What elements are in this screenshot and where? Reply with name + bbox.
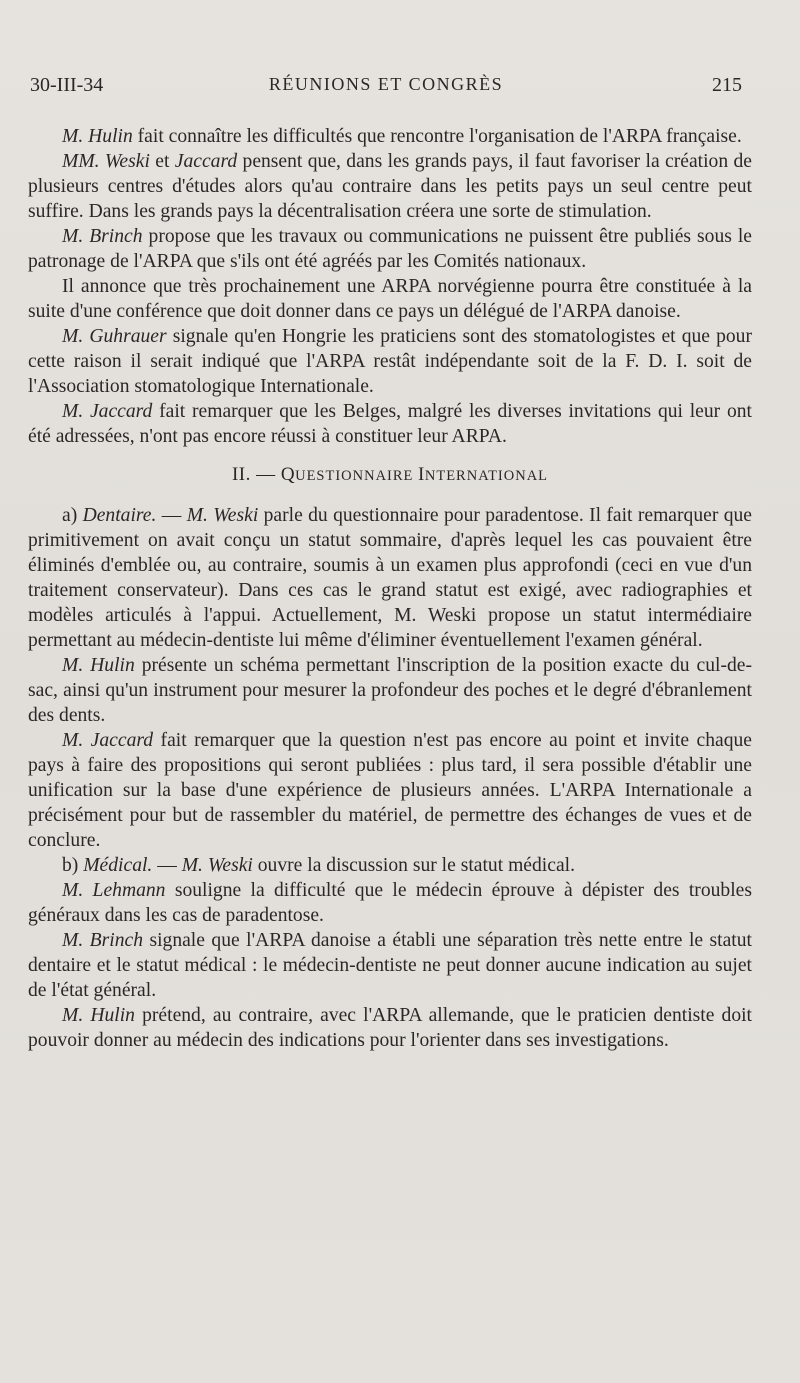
subsection-letter: b) (62, 855, 84, 876)
header-title: RÉUNIONS ET CONGRÈS (268, 74, 504, 94)
paragraph-text: fait remarquer que les Belges, malgré les diverses invitations qui leur ont été adressées, n'ont pas encore réussi à constituer leur ARPA. (28, 401, 752, 447)
paragraph (28, 274, 752, 324)
section-heading-text: UESTIONNAIRE (295, 468, 419, 484)
speaker-name: M. Brinch (62, 930, 143, 951)
subsection-title: Dentaire. (82, 505, 157, 526)
speaker-name: M. Weski (181, 855, 253, 876)
speaker-name: M. Brinch (62, 226, 143, 247)
paragraph (28, 399, 752, 449)
speaker-name: MM. Weski (62, 151, 150, 172)
speaker-name: M. Lehmann (62, 880, 166, 901)
paragraph-text: pensent que, dans les grands pays, il faut favoriser la création de plusieurs centres d'études alors qu'au contraire dans les petits pays un seul centre peut suffire. Dans les grands pays la décentralisation créera une sorte de stimulation. (28, 151, 752, 222)
paragraph (28, 503, 752, 653)
section-heading-initial: Q (280, 464, 296, 485)
speaker-name: M. Hulin (62, 655, 135, 676)
paragraph (28, 853, 752, 878)
speaker-name: Jaccard (174, 151, 238, 172)
speaker-name: M. Hulin (62, 126, 133, 147)
paragraph-text: Il annonce que très prochainement une ARPA norvégienne pourra être constituée à la suite d'une conférence que doit donner dans ce pays un délégué de l'ARPA danoise. (28, 276, 752, 322)
dash: — (152, 855, 182, 876)
paragraph-text: souligne la difficulté que le médecin éprouve à dépister des troubles généraux dans les cas de paradentose. (28, 880, 752, 926)
paragraph-text: parle du questionnaire pour paradentose. Il fait remarquer que primitivement on avait conçu un statut sommaire, d'après lequel les cas pouvaient être éliminés d'emblée ou, au contraire, soumis à un examen plus approfondi (ceci en vue d'un traitement conservateur). Dans ces cas le grand statut est exigé, avec radiographies et modèles articulés à l'appui. Actuellement, M. Weski propose un statut intermédiaire permettant au médecin-dentiste lui même d'éliminer éventuellement l'examen général. (28, 505, 752, 651)
paragraph (28, 224, 752, 274)
subsection-letter: a) (62, 505, 83, 526)
speaker-name: M. Weski (186, 505, 259, 526)
section-numeral: II. — (231, 464, 281, 485)
paragraph (28, 1003, 752, 1053)
paragraph (28, 324, 752, 399)
speaker-name: M. Hulin (62, 1005, 135, 1026)
section-heading-initial: I (418, 464, 425, 485)
paragraph-text: signale qu'en Hongrie les praticiens sont des stomatologistes et que pour cette raison il serait indiqué que l'ARPA restât indépendante soit de la F. D. I. soit de l'Association stomatologique Internationale. (28, 326, 752, 397)
speaker-name: M. Jaccard (62, 401, 153, 422)
speaker-name: M. Guhrauer (62, 326, 167, 347)
paragraph-text: fait remarquer que la question n'est pas encore au point et invite chaque pays à faire des propositions qui seront publiées : plus tard, il sera possible d'établir une unification sur la base d'une expérience de plusieurs années. L'ARPA Internationale a précisément pour but de rassembler du matériel, de permettre des échanges de vues et de conclure. (28, 730, 752, 851)
paragraph (28, 124, 752, 149)
paragraph-text: signale que l'ARPA danoise a établi une séparation très nette entre le statut dentaire et le statut médical : le médecin-dentiste ne peut donner aucune indication au sujet de l'état général. (28, 930, 752, 1001)
paragraph-text: propose que les travaux ou communications ne puissent être publiés sous le patronage de l'ARPA que s'ils ont été agréés par les Comités nationaux. (28, 226, 752, 272)
paragraph (28, 149, 752, 224)
paragraph (28, 878, 752, 928)
paragraph (28, 653, 752, 728)
page-number: 215 (712, 74, 742, 96)
paragraph-text: prétend, au contraire, avec l'ARPA allemande, que le praticien dentiste doit pouvoir donner au médecin des indications pour l'orienter dans ses investigations. (28, 1005, 753, 1051)
header-date: 30-III-34 (30, 74, 104, 96)
dash: — (156, 505, 187, 526)
paragraph-text: et (149, 151, 175, 172)
running-header (30, 74, 742, 104)
subsection-title: Médical. (83, 855, 153, 876)
paragraph (28, 928, 752, 1003)
section-heading (28, 462, 752, 489)
paragraph (28, 728, 752, 853)
paragraph-text: fait connaître les difficultés que rencontre l'organisation de l'ARPA française. (132, 126, 742, 147)
paragraph-text: présente un schéma permettant l'inscription de la position exacte du cul-de-sac, ainsi qu'un instrument pour mesurer la profondeur des poches et le degré d'ébranlement des dents. (28, 655, 753, 726)
page-body (28, 124, 752, 1053)
speaker-name: M. Jaccard (62, 730, 154, 751)
section-heading-text: NTERNATIONAL (424, 468, 549, 484)
paragraph-text: ouvre la discussion sur le statut médical. (252, 855, 575, 876)
